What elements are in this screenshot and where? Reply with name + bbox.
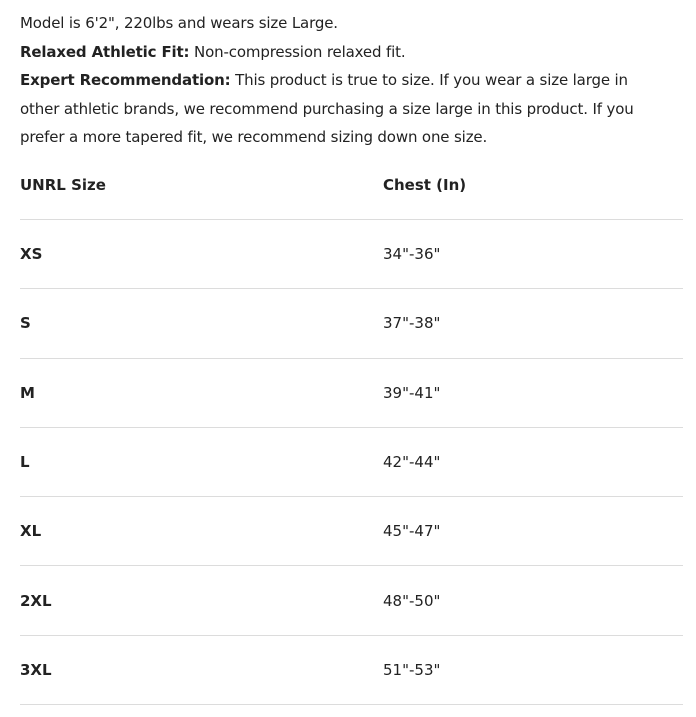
chest-cell: 42"-44" [383, 453, 441, 472]
size-cell: S [20, 314, 31, 333]
chest-column-header: Chest (In) [383, 176, 467, 194]
chest-cell: 34"-36" [383, 245, 441, 264]
table-row [20, 220, 683, 289]
size-chart-table [20, 150, 683, 705]
chest-cell: 37"-38" [383, 314, 441, 333]
table-row [20, 566, 683, 635]
model-info: Model is 6'2", 220lbs and wears size Large. [20, 14, 338, 32]
fit-text: Non-compression relaxed fit. [189, 42, 406, 61]
recommendation-info [20, 66, 670, 152]
size-cell: XL [20, 522, 42, 541]
size-cell: L [20, 453, 30, 472]
size-cell: 3XL [20, 660, 52, 679]
size-cell: XS [20, 245, 43, 264]
chest-cell: 48"-50" [383, 591, 441, 610]
chest-cell: 39"-41" [383, 383, 441, 402]
recommendation-text: This product is true to size. If you wear a size large in other athletic brands, we recommend purchasing a size large in this product. If you prefer a more tapered fit, we recommend sizing down one size. [20, 71, 634, 146]
recommendation-label: Expert Recommendation: [20, 71, 231, 89]
chest-cell: 45"-47" [383, 522, 441, 541]
fit-label: Relaxed Athletic Fit: [20, 42, 190, 61]
fit-info [20, 38, 670, 67]
size-cell: 2XL [20, 591, 52, 610]
chest-cell: 51"-53" [383, 660, 441, 679]
size-column-header: UNRL Size [20, 176, 106, 194]
size-cell: M [20, 383, 35, 402]
size-chart-header-row [20, 150, 683, 220]
table-row [20, 636, 683, 705]
table-row [20, 289, 683, 358]
table-row [20, 359, 683, 428]
product-fit-description [20, 9, 670, 152]
table-row [20, 428, 683, 497]
table-row [20, 497, 683, 566]
